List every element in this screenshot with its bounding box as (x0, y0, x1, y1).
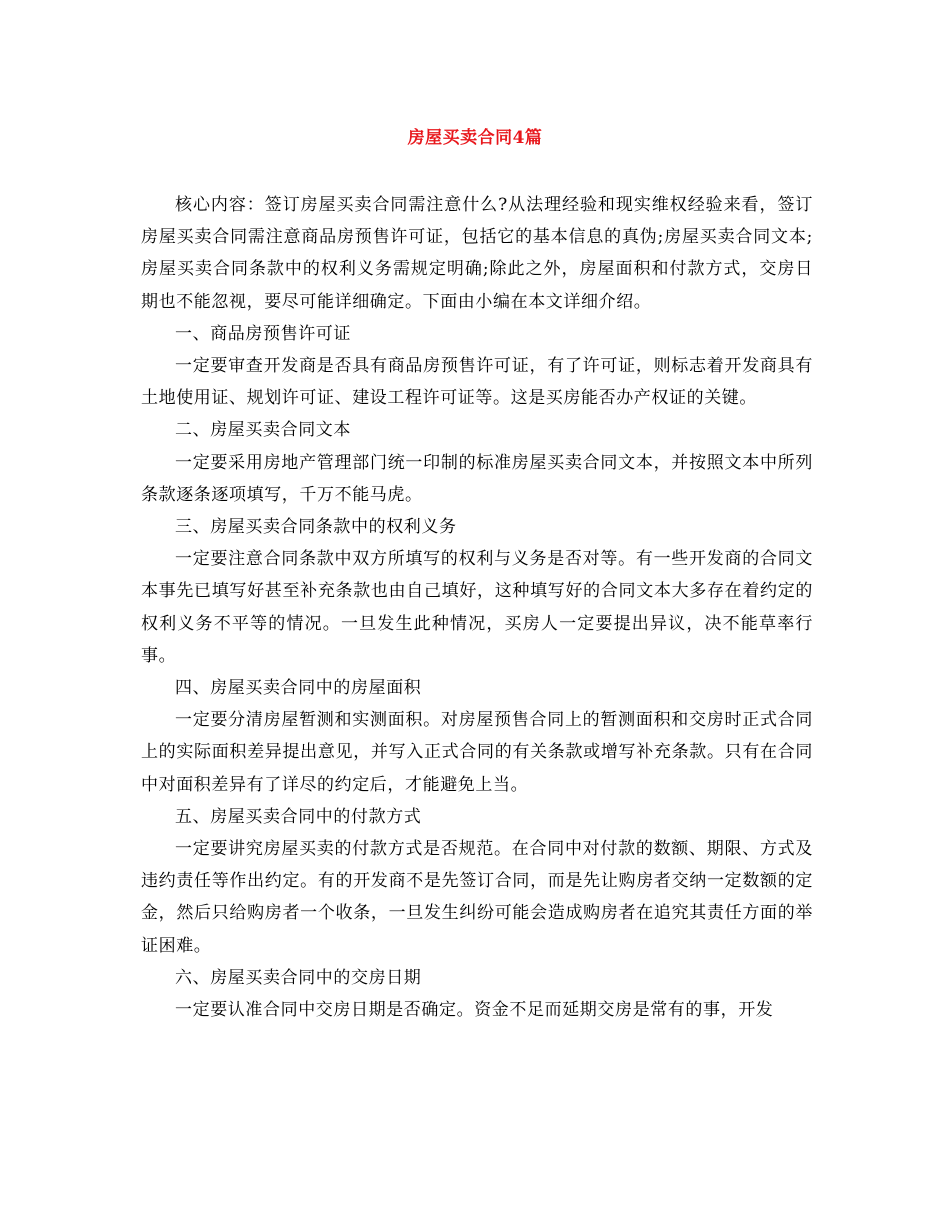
document-body (141, 189, 813, 1026)
section-body-6: 一定要认准合同中交房日期是否确定。资金不足而延期交房是常有的事，开发 (175, 1000, 774, 1021)
section-body-5: 一定要讲究房屋买卖的付款方式是否规范。在合同中对付款的数额、期限、方式及违约责任等作出约定。有的开发商不是先签订合同，而是先让购房者交纳一定数额的定金，然后只给购房者一个收条，一旦发生纠纷可能会造成购房者在追究其责任方面的举证困难。 (141, 839, 813, 956)
section-heading-6: 六、房屋买卖合同中的交房日期 (175, 967, 422, 988)
section-heading-3: 三、房屋买卖合同条款中的权利义务 (175, 517, 457, 538)
section-body-4: 一定要分清房屋暂测和实测面积。对房屋预售合同上的暂测面积和交房时正式合同上的实际面积差异提出意见，并写入正式合同的有关条款或增写补充条款。只有在合同中对面积差异有了详尽的约定后，才能避免上当。 (141, 710, 813, 795)
section-heading-1: 一、商品房预售许可证 (175, 323, 351, 344)
section-heading-5: 五、房屋买卖合同中的付款方式 (175, 806, 422, 827)
section-heading-4: 四、房屋买卖合同中的房屋面积 (175, 678, 422, 699)
section-body-3: 一定要注意合同条款中双方所填写的权利与义务是否对等。有一些开发商的合同文本事先已填写好甚至补充条款也由自己填好，这种填写好的合同文本大多存在着约定的权利义务不平等的情况。一旦发生此种情况，买房人一定要提出异议，决不能草率行事。 (141, 549, 813, 666)
intro-paragraph: 核心内容：签订房屋买卖合同需注意什么?从法理经验和现实维权经验来看，签订房屋买卖合同需注意商品房预售许可证，包括它的基本信息的真伪;房屋买卖合同文本;房屋买卖合同条款中的权利义务需规定明确;除此之外，房屋面积和付款方式，交房日期也不能忽视，要尽可能详细确定。下面由小编在本文详细介绍。 (141, 195, 813, 312)
section-heading-2: 二、房屋买卖合同文本 (175, 420, 351, 441)
section-body-2: 一定要采用房地产管理部门统一印制的标准房屋买卖合同文本，并按照文本中所列条款逐条逐项填写，千万不能马虎。 (141, 452, 813, 505)
section-body-1: 一定要审查开发商是否具有商品房预售许可证，有了许可证，则标志着开发商具有土地使用证、规划许可证、建设工程许可证等。这是买房能否办产权证的关键。 (141, 356, 813, 409)
document-title: 房屋买卖合同4篇 (407, 128, 543, 148)
